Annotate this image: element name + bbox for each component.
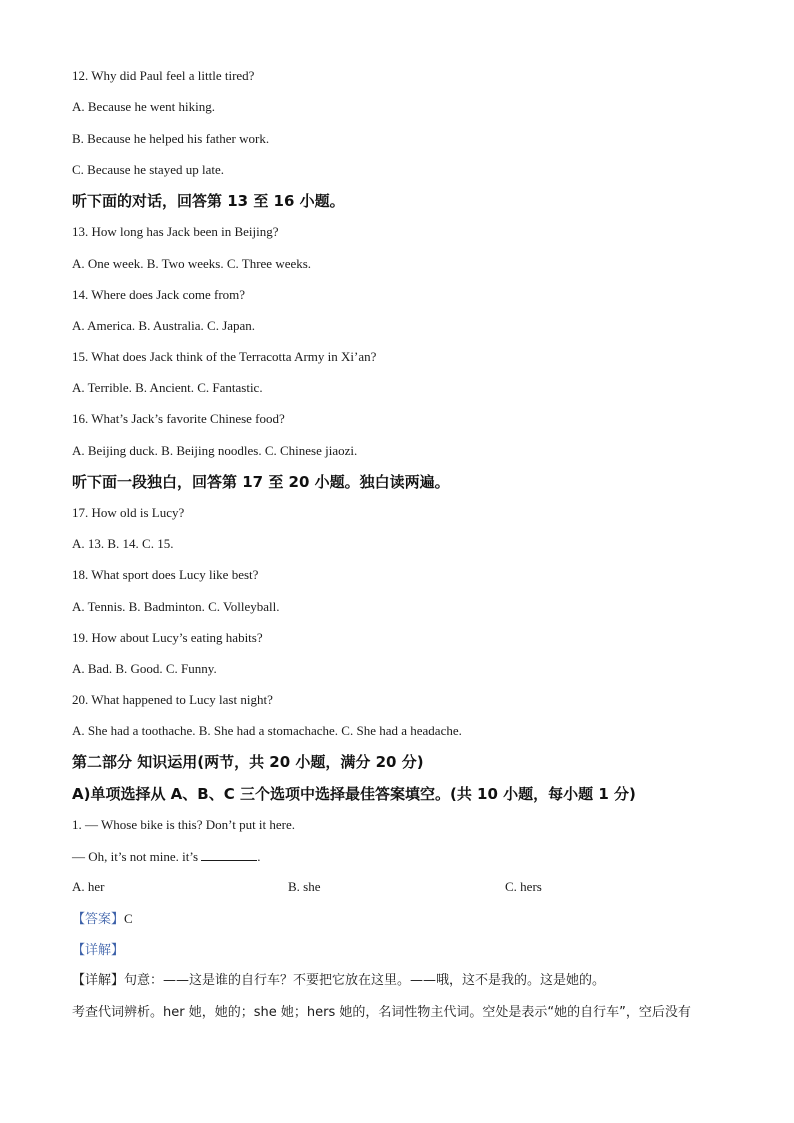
question-16-options: A. Beijing duck. B. Beijing noodles. C. Chinese jiaozi.: [72, 443, 358, 458]
question-14-options: A. America. B. Australia. C. Japan.: [72, 318, 256, 333]
answer-blank: [201, 848, 257, 861]
part2-title: 第二部分 知识运用(两节，共 20 小题，满分 20 分): [72, 753, 424, 771]
question-1-option-a: A. her: [72, 879, 105, 894]
section-heading-17-20: 听下面一段独白，回答第 17 至 20 小题。独白读两遍。: [72, 473, 450, 491]
question-12-option-a: A. Because he went hiking.: [72, 99, 215, 114]
question-13-stem: 13. How long has Jack been in Beijing?: [72, 224, 279, 239]
answer-tag: 【答案】: [72, 912, 125, 927]
detail-heading: [72, 942, 124, 959]
question-13-options: A. One week. B. Two weeks. C. Three weeks.: [72, 256, 312, 271]
answer-line: [72, 911, 133, 928]
question-19-stem: 19. How about Lucy’s eating habits?: [72, 630, 263, 645]
question-1-option-b: B. she: [288, 879, 321, 894]
detail-line-1: 【详解】句意：——这是谁的自行车？不要把它放在这里。——哦，这不是我的。这是她的。: [72, 973, 606, 988]
question-20-stem: 20. What happened to Lucy last night?: [72, 692, 273, 707]
question-17-stem: 17. How old is Lucy?: [72, 505, 185, 520]
question-15-options: A. Terrible. B. Ancient. C. Fantastic.: [72, 380, 263, 395]
question-1-line2-text: — Oh, it’s not mine. it’s: [72, 849, 199, 864]
question-1-line2: [72, 848, 261, 865]
question-12-stem: 12. Why did Paul feel a little tired?: [72, 68, 255, 83]
detail-tag: 【详解】: [72, 943, 125, 958]
question-18-options: A. Tennis. B. Badminton. C. Volleyball.: [72, 599, 280, 614]
question-12-option-c: C. Because he stayed up late.: [72, 162, 224, 177]
question-18-stem: 18. What sport does Lucy like best?: [72, 567, 259, 582]
question-14-stem: 14. Where does Jack come from?: [72, 287, 246, 302]
part2-subtitle: A)单项选择从 A、B、C 三个选项中选择最佳答案填空。(共 10 小题，每小题 1 分): [72, 785, 636, 803]
question-1-option-c: C. hers: [505, 879, 542, 894]
detail-line-2: 考查代词辨析。her 她，她的；she 她；hers 她的，名词性物主代词。空处是表示“她的自行车”，空后没有: [72, 1005, 691, 1020]
question-12-option-b: B. Because he helped his father work.: [72, 131, 270, 146]
section-heading-13-16: 听下面的对话，回答第 13 至 16 小题。: [72, 192, 345, 210]
answer-value: C: [124, 911, 133, 926]
question-16-stem: 16. What’s Jack’s favorite Chinese food?: [72, 411, 285, 426]
question-17-options: A. 13. B. 14. C. 15.: [72, 536, 174, 551]
period: .: [257, 849, 261, 864]
question-15-stem: 15. What does Jack think of the Terracotta Army in Xi’an?: [72, 349, 377, 364]
question-1-stem: 1. — Whose bike is this? Don’t put it here.: [72, 817, 296, 832]
question-20-options: A. She had a toothache. B. She had a stomachache. C. She had a headache.: [72, 723, 462, 738]
question-19-options: A. Bad. B. Good. C. Funny.: [72, 661, 217, 676]
